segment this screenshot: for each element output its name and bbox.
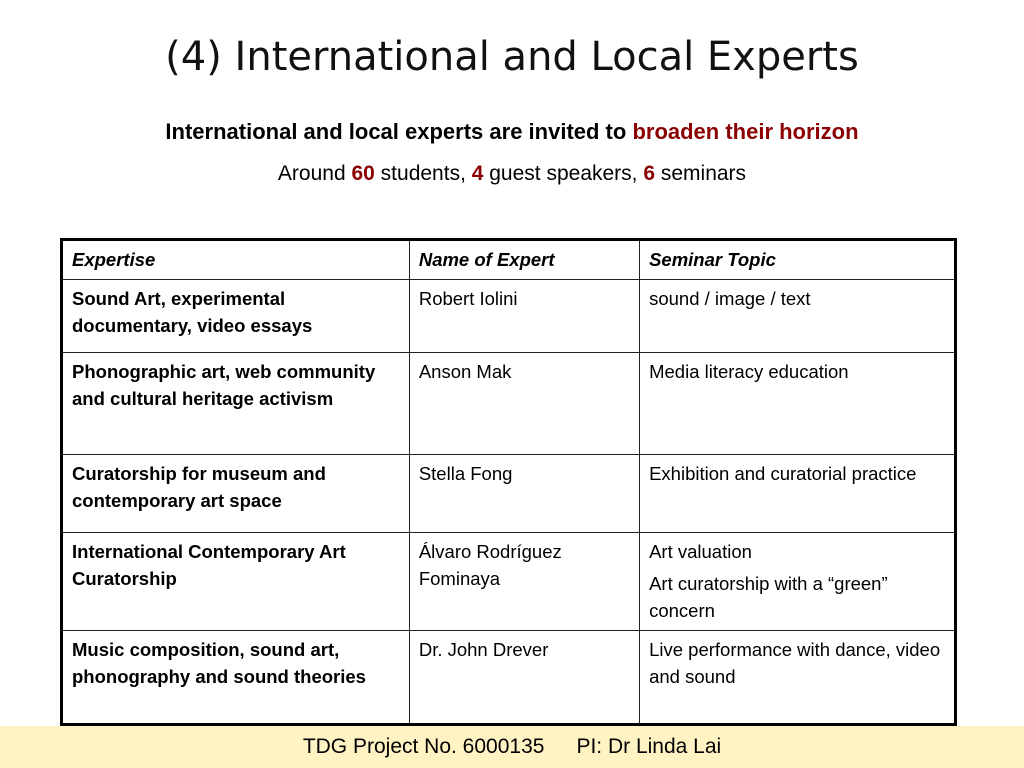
table-row: [62, 353, 956, 455]
footer-project-number: TDG Project No. 6000135: [302, 735, 545, 758]
seminar-topic-cell: [640, 353, 956, 455]
footer-pi: PI: Dr Linda Lai: [576, 735, 722, 758]
topic-line: Art curatorship with a “green” concern: [649, 573, 888, 621]
topic-line: Live performance with dance, video and sound: [649, 639, 941, 687]
expertise-cell: Phonographic art, web community and cultural heritage activism: [62, 353, 410, 455]
expertise-cell: Curatorship for museum and contemporary art space: [62, 455, 410, 533]
seminar-topic-cell: [640, 455, 956, 533]
expertise-cell: Sound Art, experimental documentary, video essays: [62, 280, 410, 353]
topic-line: Exhibition and curatorial practice: [649, 463, 917, 484]
expert-name-cell: Dr. John Drever: [409, 631, 639, 725]
students-count: 60: [351, 162, 375, 185]
stats-prefix: Around: [277, 162, 352, 185]
expertise-cell: International Contemporary Art Curatorship: [62, 533, 410, 631]
header-name-of-expert: Name of Expert: [409, 240, 639, 280]
seminar-topic-cell: [640, 280, 956, 353]
seminars-count: 6: [643, 162, 656, 185]
topic-line: Art valuation: [649, 541, 752, 562]
table-header-row: [62, 240, 956, 280]
footer-bar: [0, 726, 1024, 768]
slide-subtitle: [0, 119, 1024, 145]
seminars-label: seminars: [655, 162, 747, 185]
table-row: [62, 455, 956, 533]
topic-line: sound / image / text: [649, 288, 811, 309]
students-label: students,: [374, 162, 472, 185]
experts-table: [60, 238, 957, 726]
speakers-label: guest speakers,: [483, 162, 644, 185]
stats-line: [0, 162, 1024, 186]
expert-name-cell: Robert Iolini: [409, 280, 639, 353]
speakers-count: 4: [471, 162, 484, 185]
header-seminar-topic: Seminar Topic: [640, 240, 956, 280]
expert-name-cell: Stella Fong: [409, 455, 639, 533]
subtitle-main-text: International and local experts are invited to: [165, 119, 633, 144]
table-row: [62, 280, 956, 353]
expert-name-cell: Anson Mak: [409, 353, 639, 455]
expertise-cell: Music composition, sound art, phonography and sound theories: [62, 631, 410, 725]
topic-line: Media literacy education: [649, 361, 849, 382]
header-expertise: Expertise: [62, 240, 410, 280]
expert-name-cell: Álvaro Rodríguez Fominaya: [409, 533, 639, 631]
table-row: [62, 631, 956, 725]
subtitle-accent-text: broaden their horizon: [632, 119, 859, 144]
seminar-topic-cell: [640, 533, 956, 631]
seminar-topic-cell: [640, 631, 956, 725]
table-row: [62, 533, 956, 631]
slide-title: (4) International and Local Experts: [165, 34, 859, 80]
